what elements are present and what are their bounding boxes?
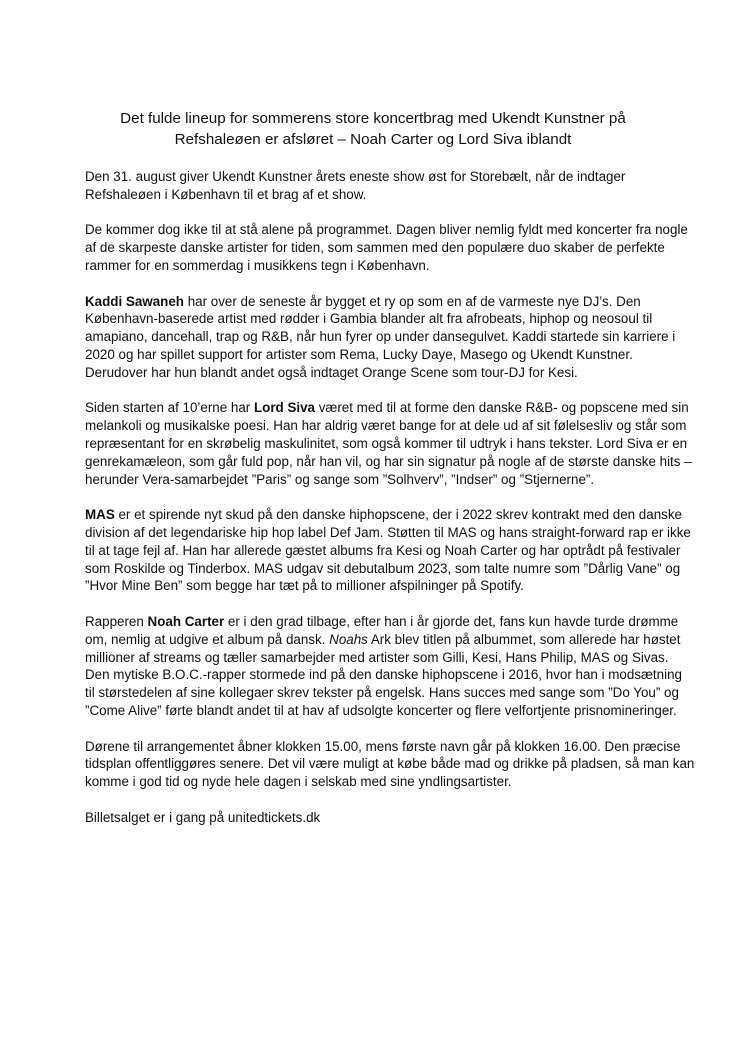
mas-paragraph bbox=[85, 506, 695, 595]
kaddi-text: har over de seneste år bygget et ry op som en af de varmeste nye DJ’s. Den København-baserede artist med rødder i Gambia blander alt fra afrobeats, hiphop og neosoul til amapiano, dancehall, trap og R&B, når hun fyrer op under dansegulvet. Kaddi startede sin karriere i 2020 og har spillet support for artister som Rema, Lucky Daye, Masego og Ukendt Kunstner. Derudover har hun blandt andet også indtaget Orange Scene som tour-DJ for Kesi. bbox=[85, 293, 676, 380]
doors-paragraph: Dørene til arrangementet åbner klokken 15.00, mens første navn går på klokken 16.00. Den præcise tidsplan offentliggøres senere. Det vil være muligt at købe både mad og drikke på pladsen, så man kan komme i god tid og nyde hele dagen i selskab med sine yndlingsartister. bbox=[85, 738, 695, 790]
siva-name: Lord Siva bbox=[253, 400, 316, 416]
siva-paragraph bbox=[85, 399, 695, 488]
headline-line-1: Det fulde lineup for sommerens store koncertbrag med Ukendt Kunstner på bbox=[120, 110, 626, 127]
kaddi-paragraph bbox=[85, 293, 695, 382]
siva-text: været med til at forme den danske R&B- og popscene med sin melankoli og musikalske poesi. Han har aldrig været bange for at dele ud af sit følelsesliv og står som repræsentant for en skrøbelig maskulinitet, som også kommer til udtryk i hans tekster. Lord Siva er en genrekamæleon, som går fuld pop, når han vil, og har sin signatur på nogle af de største danske hits – herunder Vera-samarbejdet ”Paris” og sange som ”Solhverv”, ”Indser” og ”Stjernerne”. bbox=[85, 400, 692, 487]
tickets-paragraph: Billetsalget er i gang på unitedtickets.dk bbox=[85, 809, 321, 825]
siva-intro: Siden starten af 10’erne har bbox=[85, 400, 254, 416]
noah-intro: Rapperen bbox=[85, 613, 148, 629]
noah-text-1: er i den grad tilbage, efter han i år gjorde det, fans kun havde turde drømme om, nemlig at udgive et album på dansk. bbox=[85, 613, 679, 647]
noah-album-title: Noahs bbox=[329, 631, 368, 647]
mas-text: er et spirende nyt skud på den danske hiphopscene, der i 2022 skrev kontrakt med den danske division af det legendariske hip hop label Def Jam. Støtten til MAS og hans straight-forward rap er ikke til at tage fejl af. Han har allerede gæstet albums fra Kesi og Noah Carter og har optrådt på festivaler som Roskilde og Tinderbox. MAS udgav sit debutalbum 2023, som talte numre som ”Dårlig Vane” og ”Hvor Mine Ben” som begge har tæt på to millioner afspilninger på Spotify. bbox=[85, 507, 691, 594]
intro-paragraph: Den 31. august giver Ukendt Kunstner årets eneste show øst for Storebælt, når de indtager Refshaleøen i København til et brag af et show. bbox=[85, 169, 626, 202]
headline-line-2: Refshaleøen er afsløret – Noah Carter og Lord Siva iblandt bbox=[174, 131, 572, 148]
article-body bbox=[85, 168, 695, 844]
noah-paragraph bbox=[85, 613, 695, 720]
headline bbox=[60, 108, 686, 150]
noah-text-2: Ark blev titlen på albummet, som allerede har høstet millioner af streams og tæller samarbejder med artister som Gilli, Kesi, Hans Philip, MAS og Sivas. Den mytiske B.O.C.-rapper stormede ind på den danske hiphopscene i 2016, hvor han i modsætning til størstedelen af sine kollegaer skrev tekster på engelsk. Hans succes med sange som ”Do You” og ”Come Alive” førte blandt andet til at hav af udsolgte koncerter og flere velfortjente prisnomineringer. bbox=[85, 631, 682, 718]
noah-name: Noah Carter bbox=[147, 613, 225, 629]
kaddi-name: Kaddi Sawaneh bbox=[85, 293, 184, 309]
mas-name: MAS bbox=[85, 507, 115, 523]
program-paragraph: De kommer dog ikke til at stå alene på programmet. Dagen bliver nemlig fyldt med koncerter fra nogle af de skarpeste danske artister for tiden, som sammen med den populære duo skaber de perfekte rammer for en sommerdag i musikkens tegn i København. bbox=[85, 222, 688, 273]
